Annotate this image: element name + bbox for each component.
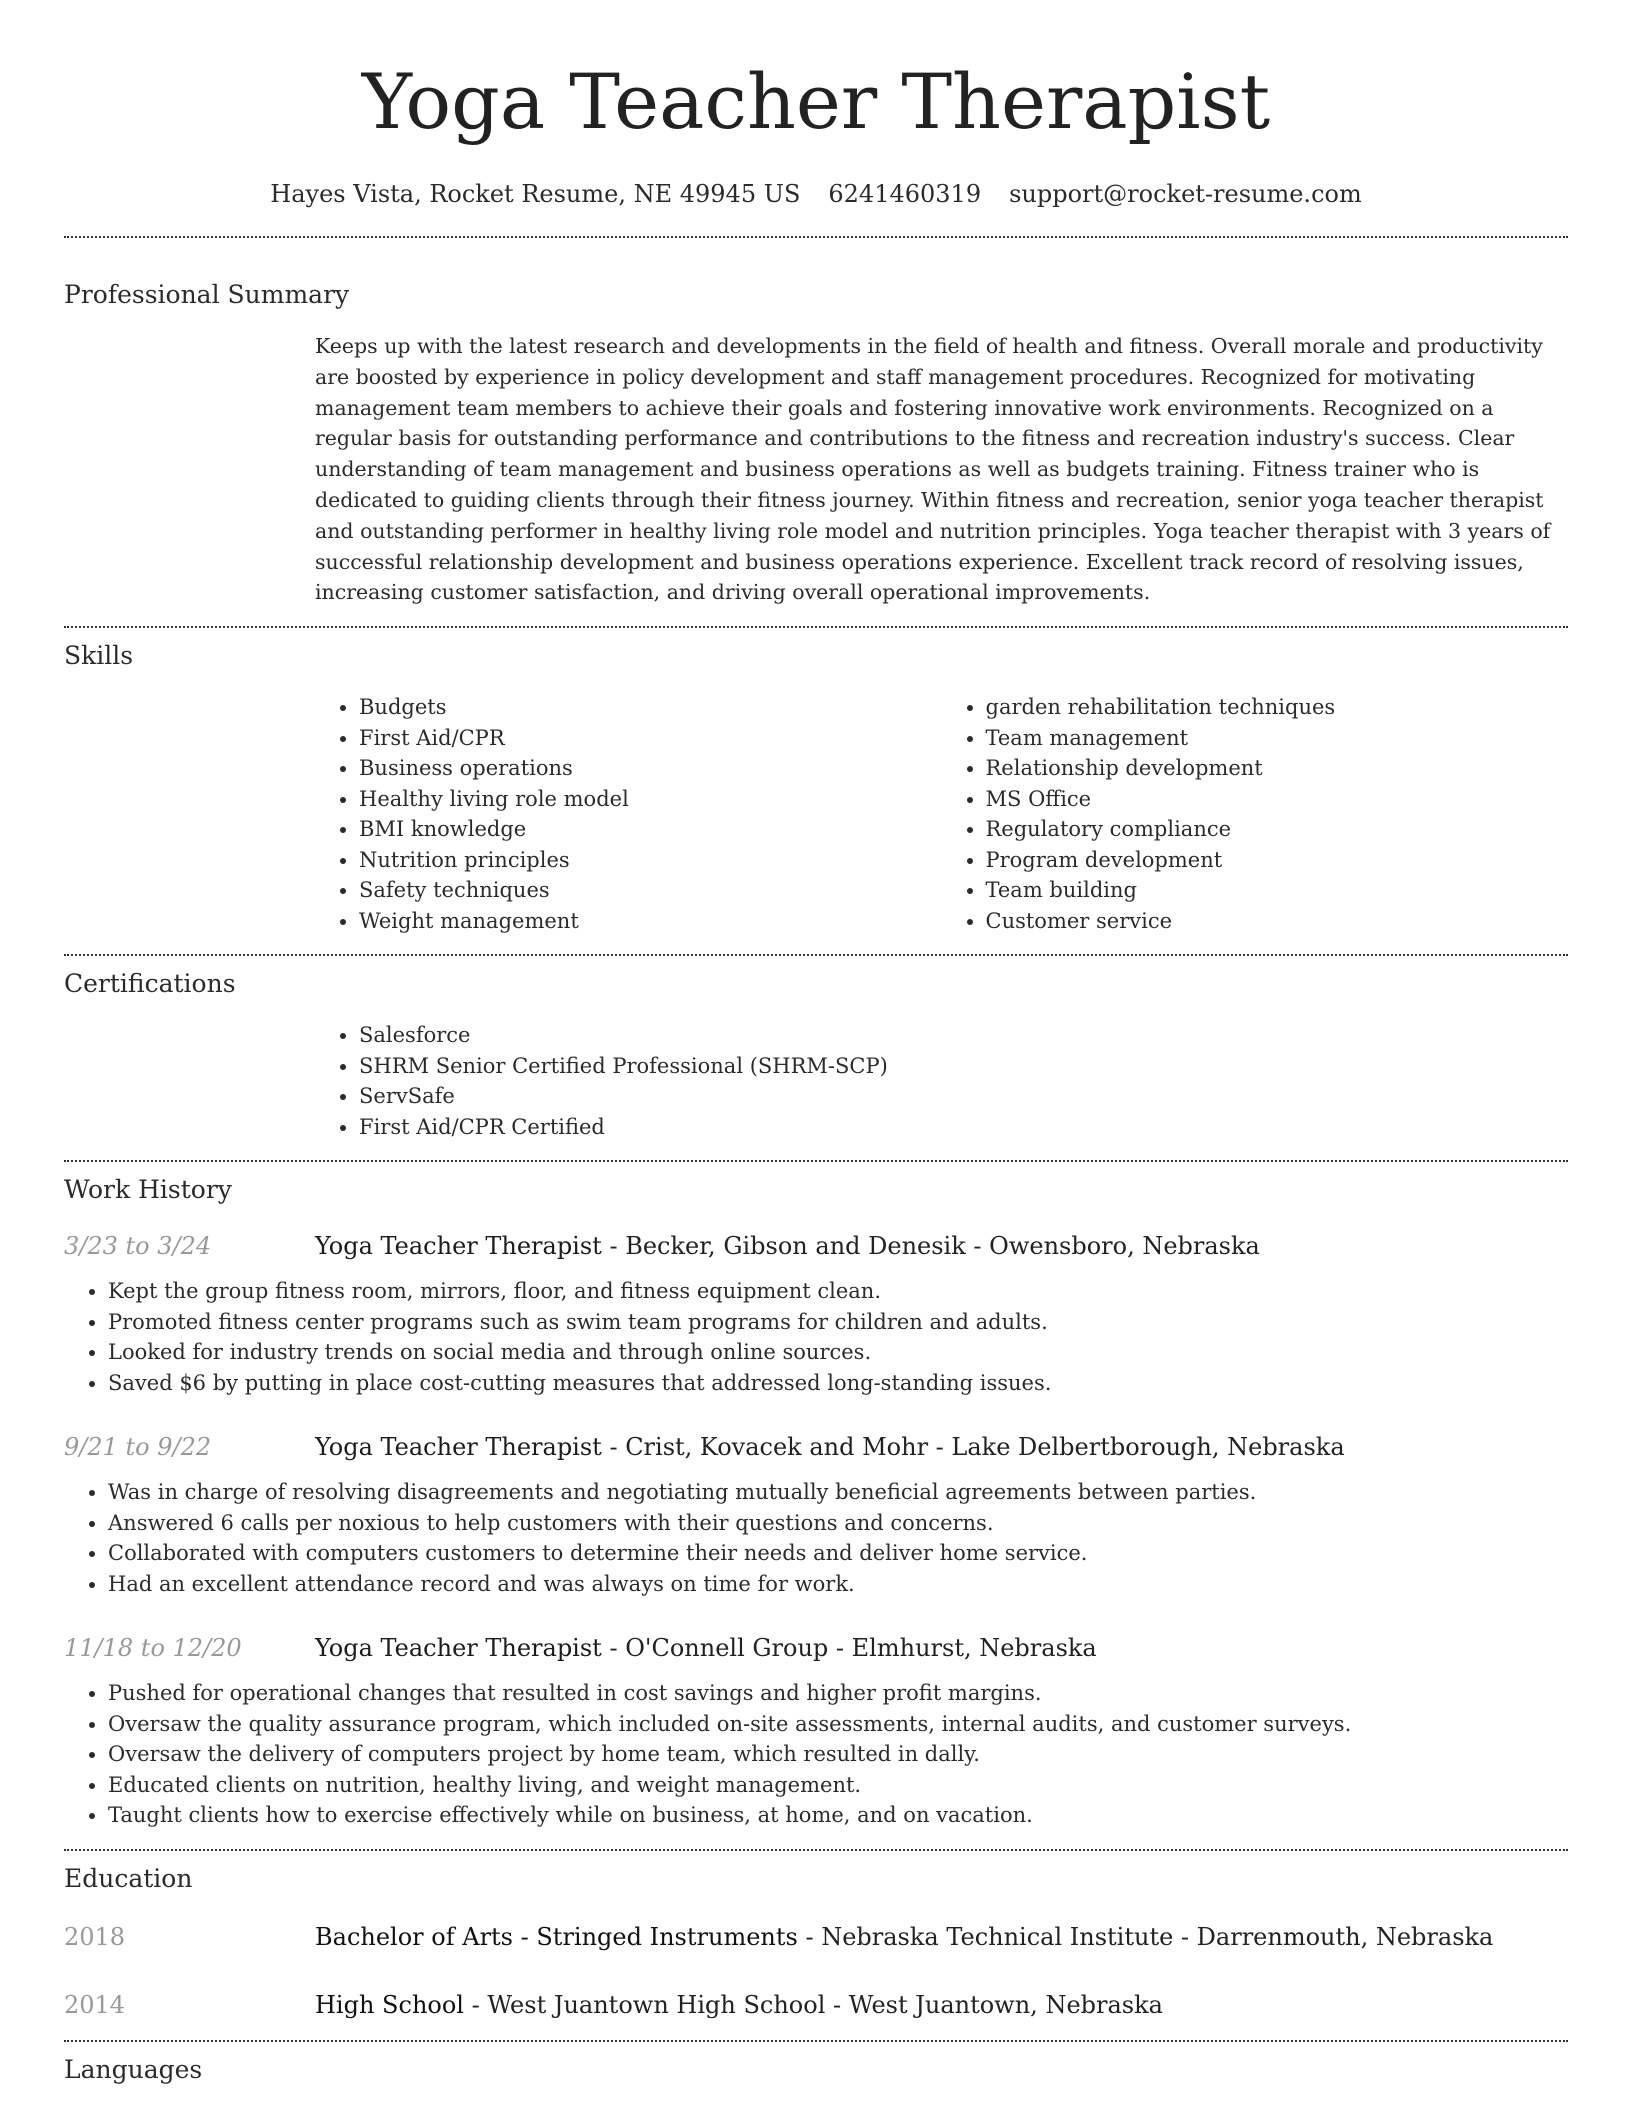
job-duty: • Educated clients on nutrition, healthy living, and weight management. [108, 1770, 1568, 1801]
certifications-heading: Certifications [64, 969, 236, 999]
job-dates: 11/18 to 12/20 [64, 1634, 242, 1663]
resume-page [64, 0, 1568, 2087]
contact-phone: 6241460319 [828, 180, 982, 208]
job-duty: • Was in charge of resolving disagreements and negotiating mutually beneficial agreements between parties. [108, 1477, 1568, 1508]
job-duty: • Taught clients how to exercise effectively while on business, at home, and on vacation. [108, 1800, 1568, 1831]
skills-heading: Skills [64, 641, 134, 671]
skill-item: • Relationship development [986, 753, 1569, 784]
skill-item: • Program development [986, 845, 1569, 876]
skill-item: • First Aid/CPR [359, 723, 942, 754]
job-entry [64, 1430, 1568, 1599]
job-employer-location: - Becker, Gibson and Denesik - Owensboro, Nebraska [601, 1232, 1260, 1261]
education-year: 2018 [64, 1922, 126, 1951]
education-title [315, 1920, 1493, 1954]
skill-item: • Safety techniques [359, 875, 942, 906]
education-heading: Education [64, 1863, 193, 1893]
certifications-section [64, 956, 1568, 1142]
skill-item: • Weight management [359, 906, 942, 937]
work-history-section [64, 1162, 1568, 1831]
education-degree: Bachelor of Arts - Stringed Instruments [315, 1922, 798, 1951]
skill-item: • Budgets [359, 692, 942, 723]
job-employer-location: - Crist, Kovacek and Mohr - Lake Delbertborough, Nebraska [601, 1433, 1345, 1462]
languages-section [64, 2042, 1568, 2087]
job-duties [64, 1678, 1568, 1831]
job-dates: 3/23 to 3/24 [64, 1232, 212, 1261]
education-section [64, 1851, 1568, 2022]
skills-section [64, 628, 1568, 936]
skill-item: • Team building [986, 875, 1569, 906]
skills-list-left [315, 692, 942, 936]
job-duty: • Answered 6 calls per noxious to help customers with their questions and concerns. [108, 1508, 1568, 1539]
job-employer-location: - O'Connell Group - Elmhurst, Nebraska [601, 1634, 1097, 1663]
job-duties [64, 1477, 1568, 1599]
skill-item: • Healthy living role model [359, 784, 942, 815]
education-entry [64, 1920, 1568, 1954]
job-duty: • Oversaw the delivery of computers project by home team, which resulted in dally. [108, 1739, 1568, 1770]
candidate-name: Yoga Teacher Therapist [361, 57, 1271, 146]
skills-list-right [942, 692, 1569, 936]
skill-item: • BMI knowledge [359, 814, 942, 845]
job-duty: • Pushed for operational changes that resulted in cost savings and higher profit margins. [108, 1678, 1568, 1709]
job-duty: • Kept the group fitness room, mirrors, floor, and fitness equipment clean. [108, 1276, 1568, 1307]
contact-line [64, 174, 1568, 214]
job-role: Yoga Teacher Therapist [315, 1634, 602, 1663]
job-title [315, 1631, 1097, 1665]
contact-address: Hayes Vista, Rocket Resume, NE 49945 US [270, 180, 801, 208]
skill-item: • MS Office [986, 784, 1569, 815]
summary-section [64, 238, 1568, 608]
languages-heading: Languages [64, 2054, 203, 2084]
job-duty: • Collaborated with computers customers to determine their needs and deliver home service. [108, 1538, 1568, 1569]
skill-item: • Regulatory compliance [986, 814, 1569, 845]
education-year: 2014 [64, 1990, 126, 2019]
skill-item: • Team management [986, 723, 1569, 754]
job-duties [64, 1276, 1568, 1398]
job-title [315, 1430, 1345, 1464]
job-entry [64, 1229, 1568, 1398]
skill-item: • Customer service [986, 906, 1569, 937]
certification-item: • First Aid/CPR Certified [359, 1112, 1568, 1143]
job-duty: • Saved $6 by putting in place cost-cutting measures that addressed long-standing issues. [108, 1368, 1568, 1399]
job-duty: • Oversaw the quality assurance program, which included on-site assessments, internal audits, and customer surveys. [108, 1709, 1568, 1740]
summary-heading: Professional Summary [64, 280, 350, 309]
job-title [315, 1229, 1260, 1263]
contact-email[interactable]: support@rocket-resume.com [1009, 180, 1362, 208]
certification-item: • Salesforce [359, 1020, 1568, 1051]
education-degree: High School [315, 1990, 464, 2019]
education-title [315, 1988, 1163, 2022]
job-duty: • Looked for industry trends on social media and through online sources. [108, 1337, 1568, 1368]
job-entry [64, 1631, 1568, 1831]
job-role: Yoga Teacher Therapist [315, 1433, 602, 1462]
job-duty: • Promoted fitness center programs such as swim team programs for children and adults. [108, 1307, 1568, 1338]
job-role: Yoga Teacher Therapist [315, 1232, 602, 1261]
job-duty: • Had an excellent attendance record and was always on time for work. [108, 1569, 1568, 1600]
certification-item: • ServSafe [359, 1081, 1568, 1112]
skill-item: • garden rehabilitation techniques [986, 692, 1569, 723]
job-dates: 9/21 to 9/22 [64, 1433, 212, 1462]
certifications-list [315, 1020, 1568, 1142]
summary-text: Keeps up with the latest research and developments in the field of health and fitness. Overall morale and productivity are boosted by experience in policy development and staff management procedures. Recognized for motivating management team members to achieve their goals and fostering innovative work environments. Recognized on a regular basis for outstanding performance and contributions to the fitness and recreation industry's success. Clear understanding of team management and business operations as well as budgets training. Fitness trainer who is dedicated to guiding clients through their fitness journey. Within fitness and recreation, senior yoga teacher therapist and outstanding performer in healthy living role model and nutrition principles. Yoga teacher therapist with 3 years of successful relationship development and business operations experience. Excellent track record of resolving issues, increasing customer satisfaction, and driving overall operational improvements. [315, 334, 1551, 605]
skill-item: • Business operations [359, 753, 942, 784]
certification-item: • SHRM Senior Certified Professional (SHRM-SCP) [359, 1051, 1568, 1082]
education-school-location: - West Juantown High School - West Juantown, Nebraska [463, 1990, 1163, 2019]
work-history-heading: Work History [64, 1175, 232, 1205]
education-entry [64, 1988, 1568, 2022]
skill-item: • Nutrition principles [359, 845, 942, 876]
education-school-location: - Nebraska Technical Institute - Darrenmouth, Nebraska [797, 1922, 1494, 1951]
